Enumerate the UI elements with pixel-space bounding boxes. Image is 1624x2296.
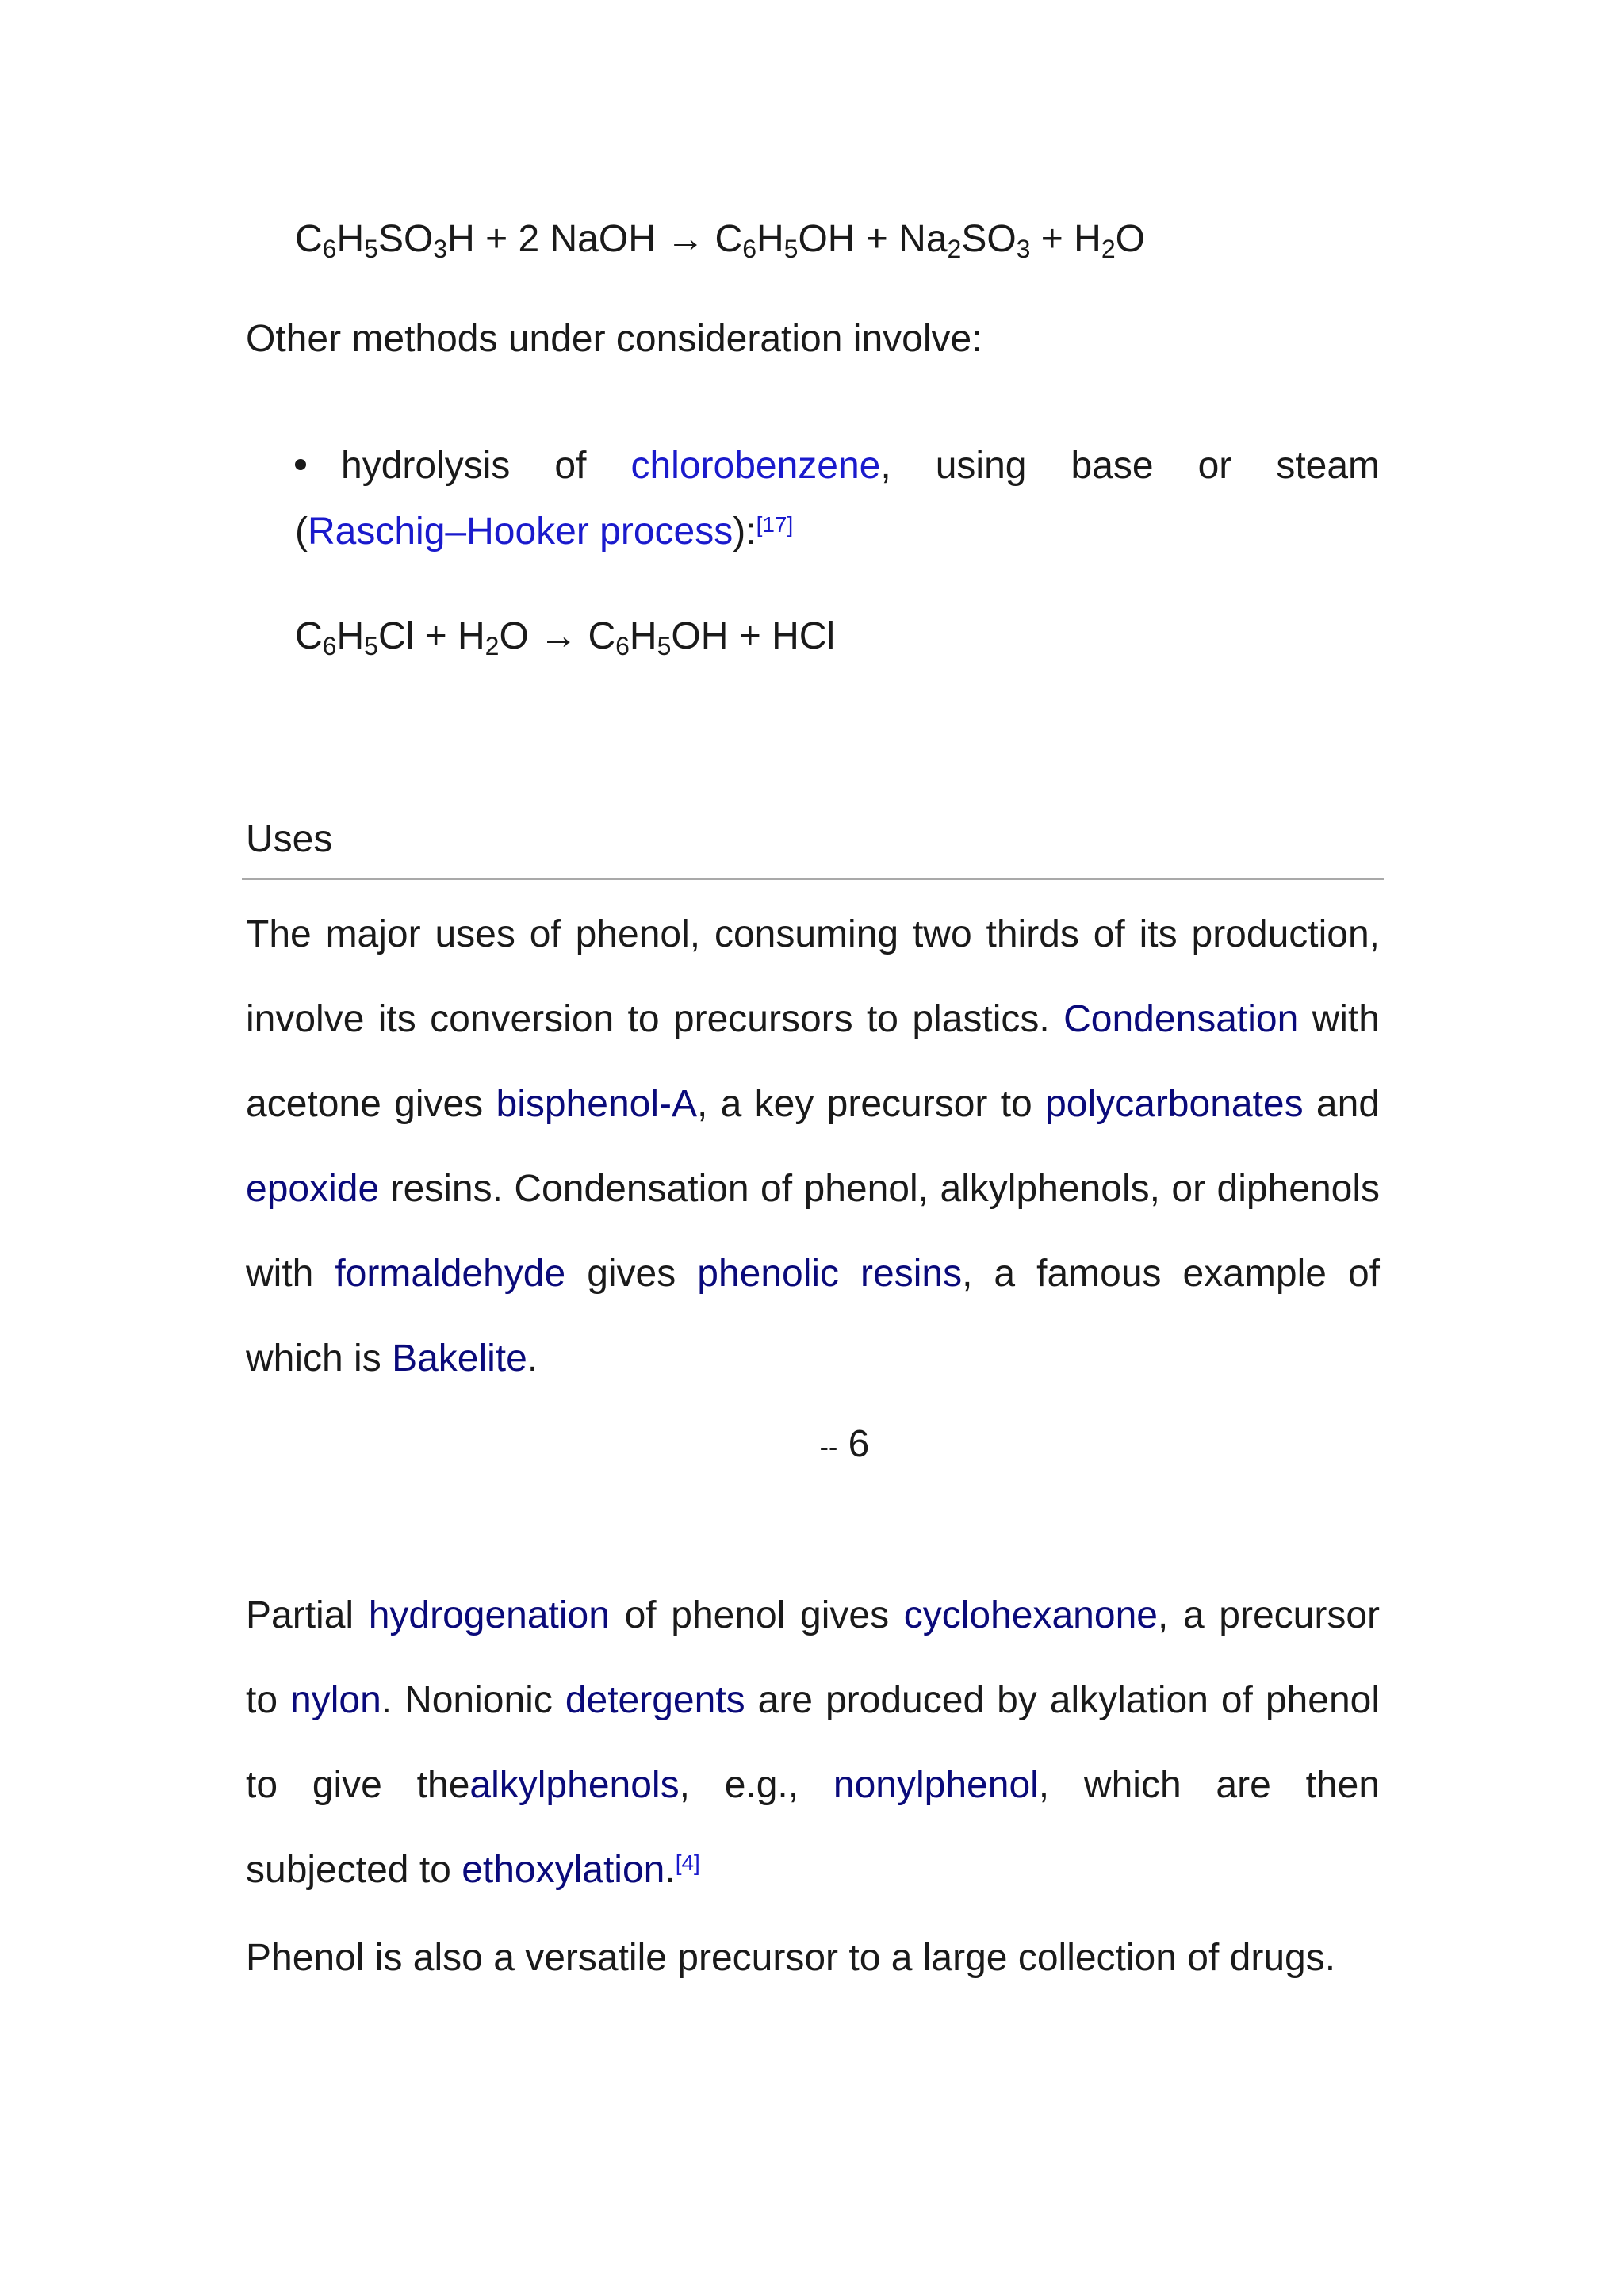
bullet-list-item	[295, 423, 1380, 556]
bullet-punct: ):	[733, 511, 756, 553]
eq-subscript: 5	[364, 235, 378, 263]
eq-subscript: 5	[657, 632, 672, 660]
bullet-word: steam	[1276, 445, 1381, 487]
bullet-word: or	[1197, 445, 1232, 487]
citation-4[interactable]: [4]	[675, 1850, 700, 1875]
eq-text: OH + HCl	[671, 615, 836, 657]
link-cyclohexanone[interactable]: cyclohexanone	[903, 1594, 1158, 1636]
para-text: The major uses of phenol, consuming two thirds of its production, involve its conversion to precursors to plastics.	[246, 913, 1380, 1040]
eq-text: H	[756, 218, 784, 260]
link-bisphenol-a[interactable]: bisphenol-A	[496, 1083, 697, 1125]
para-text: gives	[565, 1253, 698, 1295]
equation-chlorobenzene-hydrolysis	[295, 613, 835, 660]
eq-subscript: 6	[615, 632, 630, 660]
eq-subscript: 2	[1101, 235, 1116, 263]
para-text: , a famous example of which is	[246, 1253, 1380, 1380]
para-text: .	[665, 1849, 676, 1891]
paragraph-drugs: Phenol is also a versatile precursor to a large collection of drugs.	[246, 1937, 1336, 1979]
para-text: Partial	[246, 1594, 369, 1636]
eq-text: O	[1115, 218, 1145, 260]
para-text: , a precursor to	[246, 1594, 1381, 1721]
eq-subscript: 6	[322, 235, 337, 263]
eq-subscript: 3	[1016, 235, 1031, 263]
link-epoxide[interactable]: epoxide	[246, 1168, 380, 1210]
bullet-dot-icon	[295, 459, 306, 470]
paragraph-major-uses	[246, 892, 1380, 1401]
link-chlorobenzene[interactable]: chlorobenzene	[630, 445, 881, 487]
bullet-punct: (	[295, 511, 308, 553]
link-detergents[interactable]: detergents	[565, 1679, 745, 1721]
page-number	[0, 1421, 1624, 1471]
eq-text: H + 2 NaOH → C	[447, 218, 743, 260]
link-formaldehyde[interactable]: formaldehyde	[335, 1253, 566, 1295]
paragraph-hydrogenation	[246, 1573, 1380, 1912]
link-ethoxylation[interactable]: ethoxylation	[462, 1849, 665, 1891]
eq-subscript: 2	[947, 235, 962, 263]
link-nylon[interactable]: nylon	[290, 1679, 381, 1721]
para-text: , a key precursor to	[697, 1083, 1046, 1125]
bullet-word: of	[554, 445, 587, 487]
other-methods-text: Other methods under consideration involve:	[246, 318, 982, 360]
eq-subscript: 3	[433, 235, 448, 263]
link-condensation[interactable]: Condensation	[1063, 998, 1299, 1040]
link-phenolic-resins[interactable]: phenolic resins	[697, 1253, 963, 1295]
section-divider	[242, 878, 1384, 880]
eq-subscript: 5	[783, 235, 799, 263]
link-hydrogenation[interactable]: hydrogenation	[368, 1594, 610, 1636]
eq-text: SO	[961, 218, 1017, 260]
para-text: with acetone gives	[246, 998, 1381, 1125]
bullet-line-1	[295, 423, 1380, 508]
citation-17[interactable]: [17]	[756, 511, 794, 537]
eq-text: H	[336, 218, 365, 260]
bullet-line-2	[295, 508, 1380, 556]
eq-text: SO	[377, 218, 434, 260]
section-heading-uses: Uses	[246, 818, 333, 860]
bullet-punct: ,	[880, 445, 891, 487]
para-text: are produced by alkylation of phenol to give the	[246, 1679, 1381, 1806]
link-nonylphenol[interactable]: nonylphenol	[833, 1764, 1039, 1806]
eq-subscript: 6	[742, 235, 756, 263]
bullet-word: using	[935, 445, 1027, 487]
bullet-word: base	[1071, 445, 1154, 487]
link-alkylphenols[interactable]: alkylphenols	[469, 1764, 680, 1806]
eq-text: Cl + H	[377, 615, 485, 657]
link-polycarbonates[interactable]: polycarbonates	[1045, 1083, 1304, 1125]
eq-text: H	[336, 615, 365, 657]
bullet-word: hydrolysis	[341, 445, 511, 487]
eq-text: H	[629, 615, 657, 657]
eq-text: OH + Na	[798, 218, 948, 260]
eq-text: C	[295, 218, 323, 260]
para-text: .	[527, 1337, 538, 1380]
equation-sulfonate-fusion	[295, 216, 1145, 263]
eq-text: C	[295, 615, 323, 657]
eq-text: O → C	[499, 615, 616, 657]
para-text: of phenol gives	[609, 1594, 904, 1636]
para-text: , e.g.,	[679, 1764, 833, 1806]
link-raschig-hooker-process[interactable]: Raschig–Hooker process	[307, 511, 733, 553]
page-number-dash: --	[819, 1433, 838, 1463]
eq-text: + H	[1030, 218, 1101, 260]
para-text: , which are then subjected to	[246, 1764, 1381, 1891]
para-text: and	[1303, 1083, 1381, 1125]
eq-subscript: 5	[364, 632, 378, 660]
para-text: resins. Condensation of phenol, alkylphenols, or diphenols with	[246, 1168, 1380, 1295]
page-number-value: 6	[837, 1423, 870, 1465]
eq-subscript: 6	[322, 632, 337, 660]
para-text: . Nonionic	[381, 1679, 565, 1721]
eq-subscript: 2	[485, 632, 500, 660]
link-bakelite[interactable]: Bakelite	[392, 1337, 527, 1380]
